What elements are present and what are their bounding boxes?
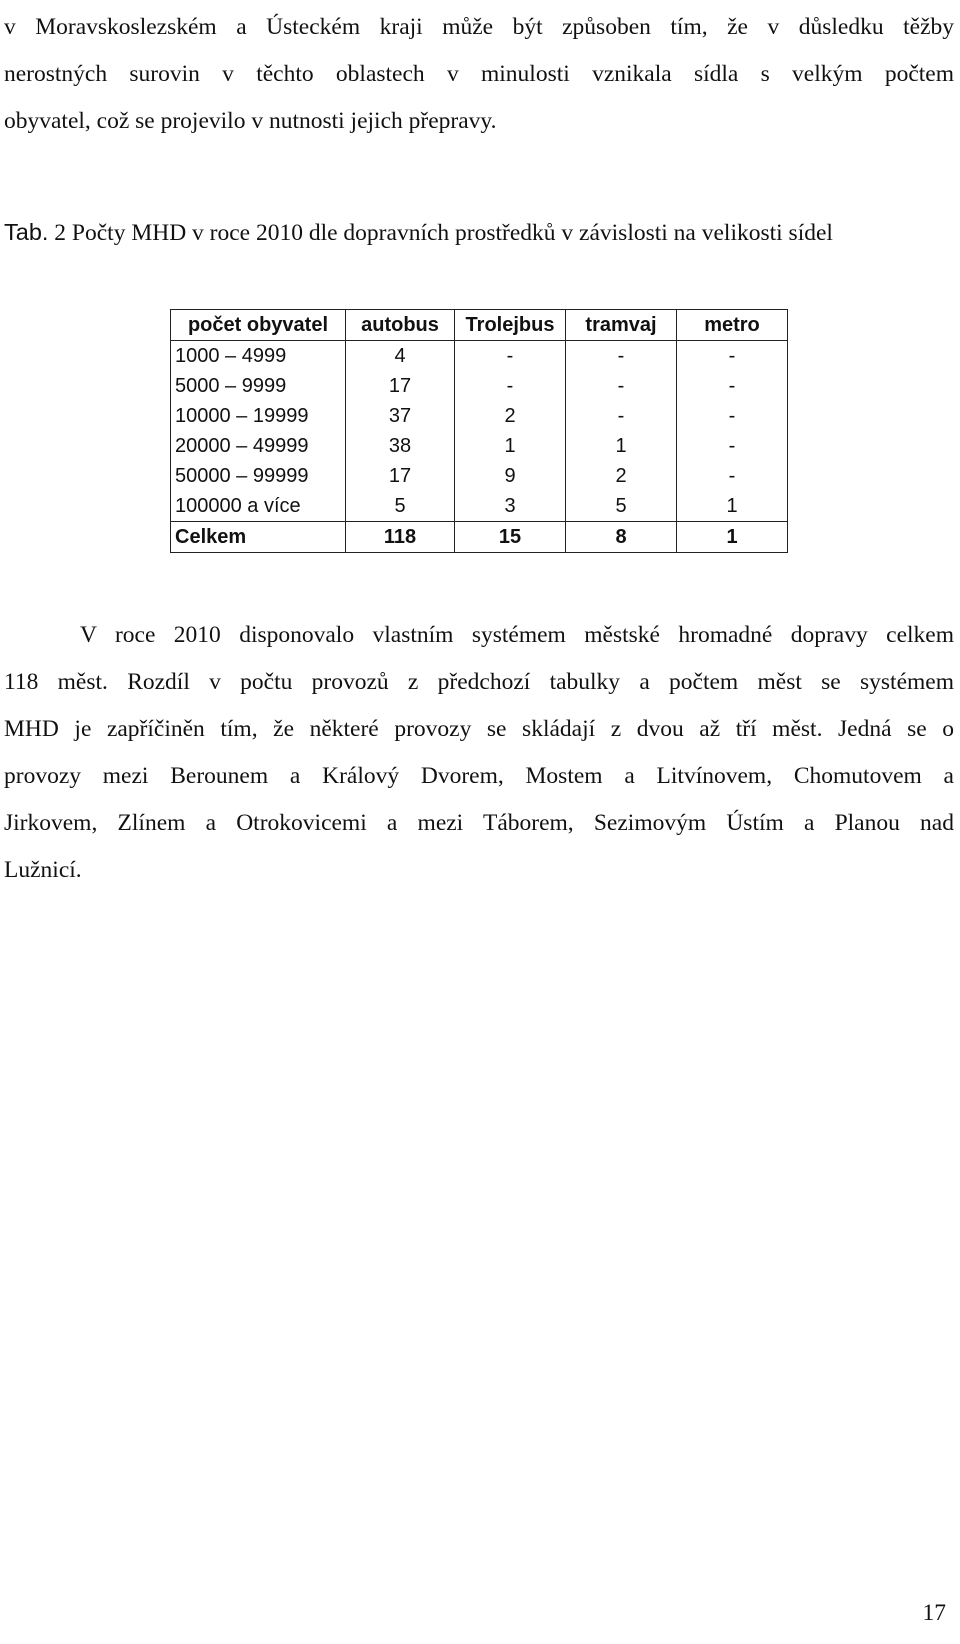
total-metro: 1 — [677, 522, 788, 553]
total-trolleybus: 15 — [455, 522, 566, 553]
cell-population: 20000 – 49999 — [171, 431, 346, 461]
cell-trolleybus: 3 — [455, 491, 566, 522]
table-row — [171, 401, 788, 431]
cell-tram: 5 — [566, 491, 677, 522]
cell-population: 10000 – 19999 — [171, 401, 346, 431]
body-paragraph — [4, 612, 954, 894]
cell-bus: 37 — [346, 401, 455, 431]
table-caption — [4, 212, 833, 253]
cell-trolleybus: - — [455, 371, 566, 401]
cell-bus: 17 — [346, 461, 455, 491]
cell-trolleybus: - — [455, 341, 566, 372]
table-total-row — [171, 522, 788, 553]
total-label: Celkem — [171, 522, 346, 553]
cell-trolleybus: 9 — [455, 461, 566, 491]
cell-bus: 17 — [346, 371, 455, 401]
cell-tram: - — [566, 371, 677, 401]
cell-tram: 2 — [566, 461, 677, 491]
cell-trolleybus: 2 — [455, 401, 566, 431]
intro-line-2: nerostných surovin v těchto oblastech v minulosti vznikala sídla s velkým počtem — [4, 61, 954, 87]
cell-bus: 38 — [346, 431, 455, 461]
cell-tram: - — [566, 401, 677, 431]
total-bus: 118 — [346, 522, 455, 553]
table-row — [171, 431, 788, 461]
cell-population: 100000 a více — [171, 491, 346, 522]
intro-line-1: v Moravskoslezském a Ústeckém kraji může být způsoben tím, že v důsledku těžby — [4, 14, 954, 40]
cell-metro: 1 — [677, 491, 788, 522]
cell-metro: - — [677, 401, 788, 431]
page-number: 17 — [922, 1600, 946, 1626]
body-line-3: MHD je zapříčiněn tím, že některé provozy se skládají z dvou až tří měst. Jedná se o — [4, 716, 954, 742]
cell-trolleybus: 1 — [455, 431, 566, 461]
header-population: počet obyvatel — [171, 310, 346, 341]
cell-population: 1000 – 4999 — [171, 341, 346, 372]
intro-paragraph — [4, 4, 954, 145]
body-line-1: V roce 2010 disponovalo vlastním systémem městské hromadné dopravy celkem — [80, 622, 954, 648]
cell-metro: - — [677, 461, 788, 491]
cell-tram: - — [566, 341, 677, 372]
table-row — [171, 461, 788, 491]
cell-tram: 1 — [566, 431, 677, 461]
table-caption-text: 2 Počty MHD v roce 2010 dle dopravních prostředků v závislosti na velikosti sídel — [48, 220, 833, 246]
header-metro: metro — [677, 310, 788, 341]
cell-bus: 5 — [346, 491, 455, 522]
body-line-4: provozy mezi Berounem a Králový Dvorem, Mostem a Litvínovem, Chomutovem a — [4, 763, 954, 789]
cell-metro: - — [677, 341, 788, 372]
cell-population: 5000 – 9999 — [171, 371, 346, 401]
total-tram: 8 — [566, 522, 677, 553]
table-header-row — [171, 310, 788, 341]
body-line-6: Lužnicí. — [4, 857, 82, 883]
body-line-5: Jirkovem, Zlínem a Otrokovicemi a mezi Táborem, Sezimovým Ústím a Planou nad — [4, 810, 954, 836]
table-row — [171, 371, 788, 401]
header-trolleybus: Trolejbus — [455, 310, 566, 341]
cell-bus: 4 — [346, 341, 455, 372]
table-row — [171, 491, 788, 522]
header-tram: tramvaj — [566, 310, 677, 341]
table-row — [171, 341, 788, 372]
cell-population: 50000 – 99999 — [171, 461, 346, 491]
table-caption-label: Tab. — [4, 219, 49, 245]
transport-table — [170, 309, 788, 553]
intro-line-3: obyvatel, což se projevilo v nutnosti jejich přepravy. — [4, 108, 497, 134]
header-bus: autobus — [346, 310, 455, 341]
body-line-2: 118 měst. Rozdíl v počtu provozů z předchozí tabulky a počtem měst se systémem — [4, 669, 954, 695]
cell-metro: - — [677, 371, 788, 401]
cell-metro: - — [677, 431, 788, 461]
